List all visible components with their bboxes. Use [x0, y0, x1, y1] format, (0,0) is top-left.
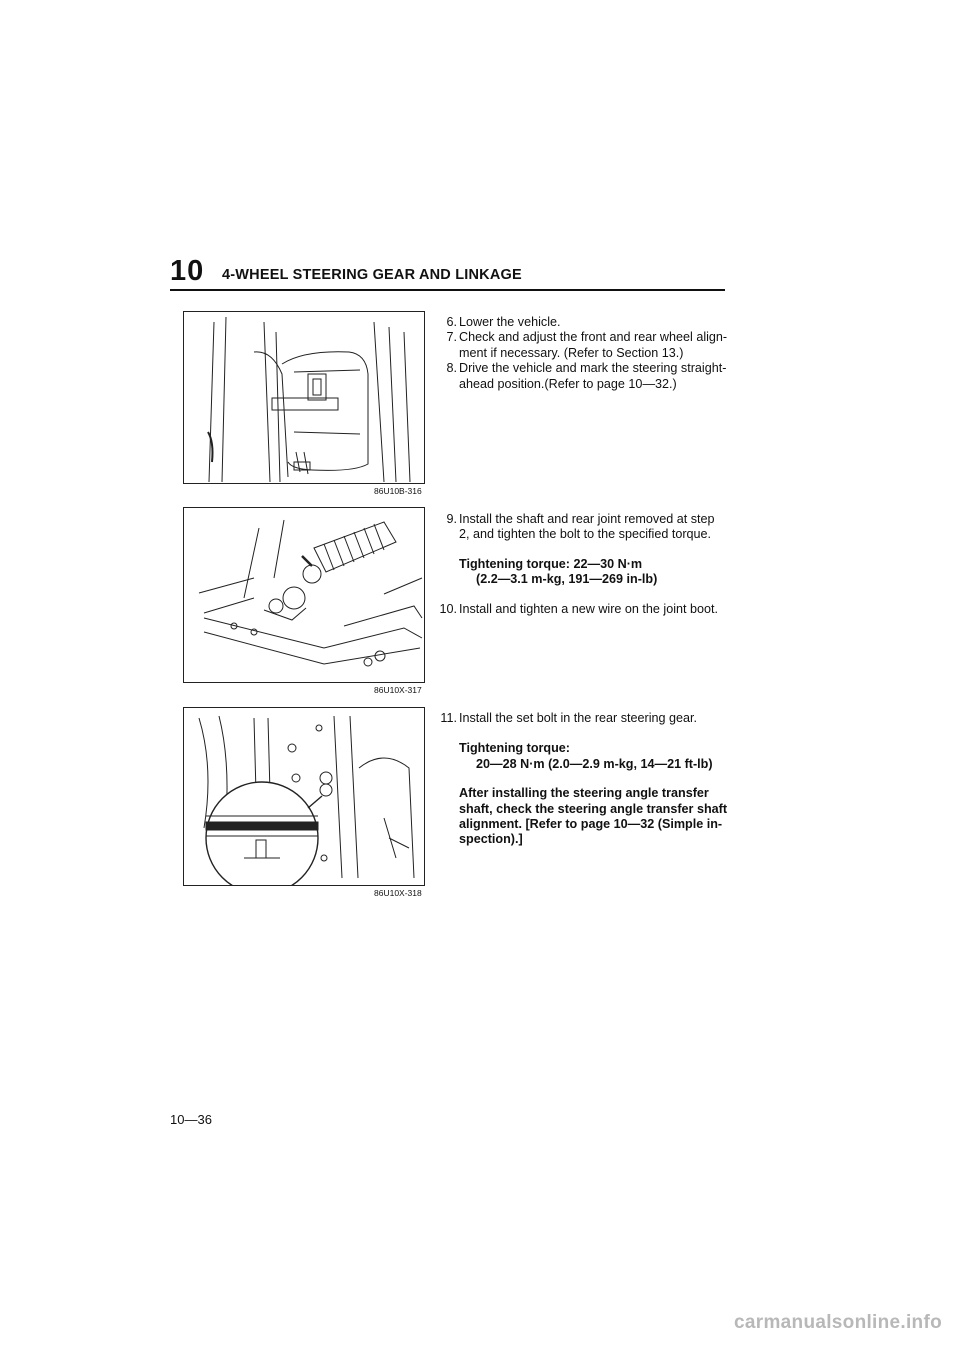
step-7-text: Check and adjust the front and rear wheel align- ment if necessary. (Refer to Section 13.): [459, 330, 728, 360]
instruction-block-2: [438, 512, 728, 617]
step-11-torque-value: 20—28 N·m (2.0—2.9 m-kg, 14—21 ft-lb): [476, 756, 713, 771]
figure-1-caption: 86U10B-316: [374, 486, 422, 496]
step-11-torque: [438, 741, 728, 772]
watermark: carmanualsonline.info: [734, 1312, 942, 1333]
figure-2-illustration: [183, 507, 425, 683]
step-7: 7. Check and adjust the front and rear wheel align- ment if necessary. (Refer to Section 13.): [446, 330, 728, 360]
step-9-torque-label: Tightening torque: 22—30 N·m: [459, 556, 643, 571]
section-title: 4-WHEEL STEERING GEAR AND LINKAGE: [222, 267, 522, 283]
step-9-torque-value: (2.2—3.1 m-kg, 191—269 in-lb): [476, 572, 658, 587]
step-11-note: After installing the steering angle transfer shaft, check the steering angle transfer shaft alignment. [Refer to page 10—32 (Simple in- spection).]: [459, 786, 728, 847]
figure-1-illustration: [183, 311, 425, 484]
step-8-text: Drive the vehicle and mark the steering straight- ahead position.(Refer to page 10—32.): [459, 361, 727, 391]
instruction-block-1: [438, 315, 728, 392]
figure-3-caption: 86U10X-318: [374, 888, 422, 898]
section-header: [170, 255, 725, 289]
step-9-torque: [438, 557, 728, 588]
section-number: 10: [170, 255, 205, 287]
step-6-text: Lower the vehicle.: [459, 315, 561, 329]
figure-2-caption: 86U10X-317: [374, 685, 422, 695]
step-6: 6. Lower the vehicle.: [446, 315, 561, 329]
step-8: 8. Drive the vehicle and mark the steering straight- ahead position.(Refer to page 10—32.): [446, 361, 727, 391]
step-11-text: Install the set bolt in the rear steering gear.: [459, 711, 698, 725]
page-number: 10—36: [170, 1112, 212, 1127]
step-11: 11. Install the set bolt in the rear steering gear.: [440, 711, 698, 725]
figure-3-illustration: [183, 707, 425, 886]
step-10: 10. Install and tighten a new wire on the joint boot.: [439, 601, 719, 616]
step-11-torque-label: Tightening torque:: [459, 741, 570, 756]
step-9-text: Install the shaft and rear joint removed at step 2, and tighten the bolt to the specified torque.: [459, 512, 715, 542]
header-divider: [170, 289, 725, 291]
instruction-block-3: [438, 711, 728, 848]
step-10-text: Install and tighten a new wire on the joint boot.: [459, 601, 719, 616]
step-9: 9. Install the shaft and rear joint removed at step 2, and tighten the bolt to the specified torque.: [446, 512, 715, 542]
